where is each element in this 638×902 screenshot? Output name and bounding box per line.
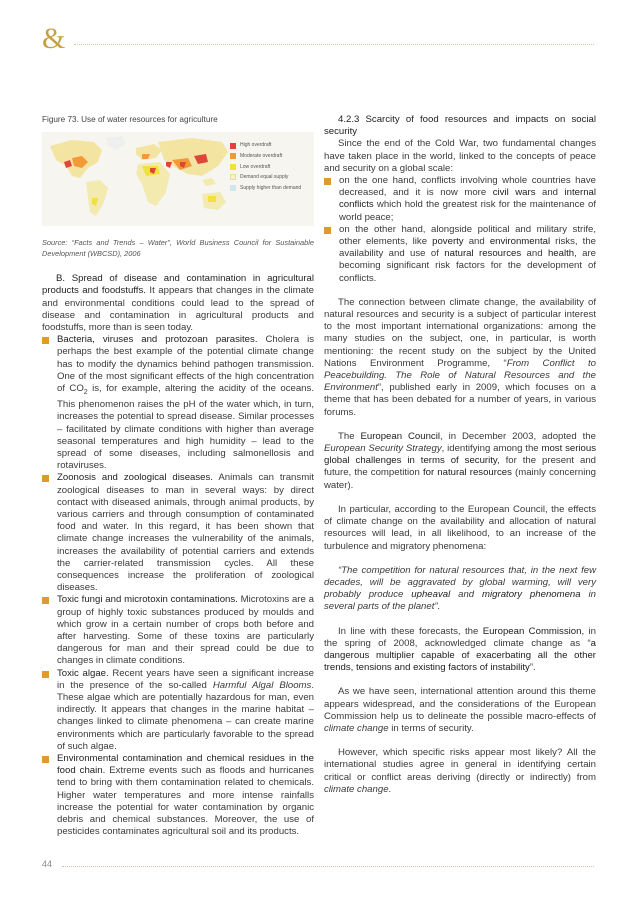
legend-label: Moderate overdraft	[240, 153, 283, 159]
footer-rule	[62, 866, 594, 867]
text: in terms of security.	[388, 722, 474, 734]
paragraph	[324, 297, 596, 419]
text: on the one hand, conflicts involving whole countries have decreased, and it is now more	[339, 175, 596, 199]
list-item-text: Recent years have seen a significant increase in the presence of the so-called	[57, 667, 314, 691]
text: and	[521, 248, 548, 260]
highlight: environmental	[489, 236, 551, 248]
list-item-title: Toxic algae.	[57, 667, 109, 679]
list-item	[324, 224, 596, 285]
figure-source: Source: “Facts and Trends – Water”, World Business Council for Sustainable Development (WBCSD), 2006	[42, 238, 314, 258]
legend-item	[230, 183, 301, 194]
legend-swatch	[230, 143, 236, 149]
text: , are becoming significant risk factors for the development of conflicts.	[339, 248, 597, 284]
list-item-title: Zoonosis and zoological diseases.	[57, 472, 213, 484]
paragraph	[324, 431, 596, 492]
legend-label: Demand equal supply	[240, 174, 289, 181]
text: The connection between climate change, the availability of natural resources and security is a subject of particular interest to the most important international organizations: among the many studies on the subject, one, in particular, is worth mentioning: the recent study on the subject by the United Nations Environment Programme, “	[324, 296, 596, 369]
legend-swatch	[230, 153, 236, 159]
highlight: internal conflicts	[339, 187, 596, 211]
text: “The competition for natural resources that, in the next few decades, will be aggravated by global warming, will very probably produce	[324, 564, 596, 601]
list-item	[42, 753, 314, 838]
changes-list	[324, 175, 596, 285]
paragraph: In particular, according to the European Council, the effects of climate change on the availability and allocation of natural resources will lead, in all likelihood, to an increase of the turbulence and migratory phenomena:	[324, 503, 596, 552]
text: , in December 2003, adopted the	[439, 430, 596, 442]
highlight: migratory phenomena	[482, 589, 581, 601]
text: and	[535, 187, 565, 199]
text: .	[388, 783, 392, 795]
list-item-text: Animals can transmit zoological diseases to man in several ways: by direct contact with diseased animals, through animal products, by various carriers and through consumption of contaminated food and water. In this regard, it has been shown that climate change increases the vulnerability of the animals, increases the availability of potential carriers and extends the carrier-related transmission cycles. All these consequences increase the proliferation of zoological diseases.	[57, 472, 314, 594]
quote	[324, 565, 596, 614]
text: and	[463, 236, 490, 248]
ampersand-logo: &	[42, 22, 66, 55]
text: risks, the availability and use of	[339, 236, 596, 260]
section-b-text: It appears that changes in the climate and environmental conditions could lead to the spread of disease and contamination in agricultural products and foodstuffs, more than is seen today.	[42, 285, 314, 334]
text: , for the present and future, the competition	[324, 455, 596, 479]
highlight: most serious global challenges in terms of security	[324, 443, 597, 467]
text: , in the spring of 2008, acknowledged climate change as “	[324, 625, 596, 649]
header-rule	[74, 44, 594, 45]
section-b-heading: B. Spread of disease and contamination in agricultural products and foodstuffs.	[42, 273, 314, 297]
disease-list	[42, 334, 314, 838]
text: , identifying among the	[441, 443, 542, 455]
legend-swatch	[230, 185, 236, 191]
list-item	[42, 668, 314, 753]
list-item-title: Bacteria, viruses and protozoan parasites.	[57, 334, 258, 346]
legend-label: High overdraft	[240, 142, 272, 149]
italic-term: climate change	[324, 722, 389, 734]
paragraph	[324, 747, 596, 796]
text: ”.	[529, 662, 536, 674]
text: on the other hand, alongside political and military strife, other elements, like	[339, 223, 596, 248]
text: (mainly concerning water).	[324, 467, 597, 491]
list-item-text: Microtoxins are a group of highly toxic substances produced by moulds and which grow in a certain number of crops both before and after harvesting. Some of these toxins are particularly dangerous for man and their spread could be due to changes in climate conditions.	[57, 594, 314, 667]
legend-swatch	[230, 174, 236, 180]
text: However, which specific risks appear most likely? All the international studies agree in general in identifying certain critical or conflict areas deriving (directly or indirectly) from	[324, 747, 596, 783]
list-item	[42, 334, 314, 472]
list-item-title: Toxic fungi and microtoxin contaminations.	[57, 594, 238, 606]
highlight: upheaval	[411, 589, 451, 601]
list-item	[42, 594, 314, 667]
subscript: 2	[83, 388, 88, 396]
list-item-title: Environmental contamination and chemical residues in the food chain.	[57, 753, 314, 777]
world-water-map	[42, 132, 314, 226]
list-item	[324, 175, 596, 224]
highlight: civil wars	[492, 187, 536, 199]
legend-swatch	[230, 164, 236, 170]
text: As we have seen, international attention around this theme appears widespread, and the considerations of the European Commission help us to delineate the possible macro-effects of	[324, 686, 596, 722]
paragraph: Since the end of the Cold War, two fundamental changes have taken place in the world, linked to the concepts of peace and security on a global scale:	[324, 138, 596, 174]
italic-title: European Security Strategy	[324, 443, 442, 455]
list-item-text: Cholera is perhaps the best example of the potential climate change has to modify the dynamics behind pathogen transmission. One of the most significant effects of the high concentration of CO	[57, 334, 314, 395]
section-b-paragraph	[42, 273, 314, 334]
paragraph	[324, 686, 596, 735]
italic-title: From Conflict to Peacebuilding. The Role of Natural Resources and the Environment	[324, 357, 596, 394]
highlight: a dangerous multiplier capable of exacerbating all the other trends, tensions and existing factors of instability	[324, 637, 596, 674]
highlight: health	[547, 248, 575, 260]
map-legend	[230, 140, 301, 193]
highlight: European Council	[360, 430, 440, 442]
text: The	[338, 430, 361, 442]
right-column	[324, 114, 596, 796]
text: and	[450, 589, 483, 601]
legend-label: Low overdraft	[240, 163, 271, 170]
highlight: poverty	[432, 236, 464, 248]
highlight: European Commission	[482, 625, 582, 637]
list-item-text: . These algae which are potentially hazardous for man, even indirectly. It appears that changes in the marine habitat – changes linked to climate phenomena – can create marine environments which are particularly favorable to the spread of such algae.	[57, 679, 314, 752]
list-item	[42, 472, 314, 594]
legend-label: Supply higher than demand	[240, 184, 302, 191]
highlight: for natural resources	[422, 467, 512, 479]
text: ”, published early in 2009, which focuses on a theme that has been debated for a number of years, in various forums.	[324, 382, 596, 418]
page-number: 44	[42, 859, 53, 869]
list-item-italic: Harmful Algal Blooms	[212, 679, 312, 691]
highlight: natural resources	[444, 248, 522, 260]
list-item-text: is, for example, altering the acidity of the oceans. This phenomenon raises the pH of the water which, in turn, increases the potential to spread disease. Similar processes – facilitated by climate conditions with higher than average seasonal temperatures and high humidity – lead to the spread of some diseases, including salmonellosis and rotaviruses.	[57, 383, 314, 472]
text: in several parts of the planet”.	[324, 589, 596, 613]
list-item-text: Extreme events such as floods and hurricanes tend to bring with them contamination related to chemicals. Higher water temperatures and more intense rainfalls increase the potential for water contamination by organic debris and chemical substances. Moreover, the use of pesticides contaminates agricultural soil and its products.	[57, 765, 314, 838]
section-heading: 4.2.3 Scarcity of food resources and impacts on social security	[324, 114, 596, 138]
text: which hold the greatest risk for the maintenance of world peace;	[339, 199, 596, 223]
text: In line with these forecasts, the	[338, 625, 483, 637]
paragraph	[324, 626, 596, 675]
figure-caption: Figure 73. Use of water resources for agriculture	[42, 115, 218, 124]
left-column	[42, 114, 314, 838]
italic-term: climate change	[324, 783, 389, 795]
